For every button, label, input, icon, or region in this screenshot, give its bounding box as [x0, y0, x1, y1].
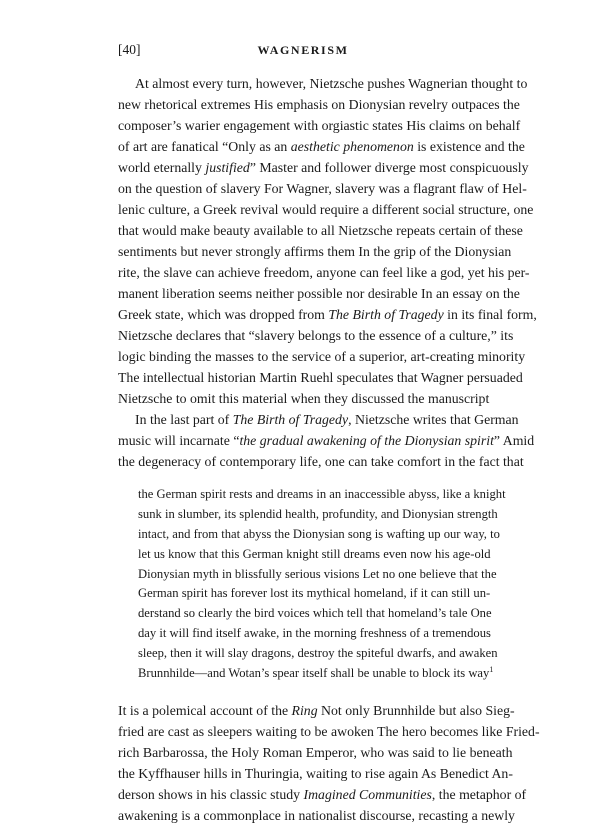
- text-line: the German spirit rests and dreams in an inaccessible abyss, like a knight: [138, 487, 506, 501]
- text-line: Nietzsche declares that “slavery belongs to the essence of a culture,” its: [118, 328, 514, 343]
- text-line: on the question of slavery For Wagner, slavery was a flagrant flaw of Hel-: [118, 181, 527, 196]
- text-line: music will incarnate “the gradual awakening of the Dionysian spirit” Amid: [118, 433, 535, 448]
- text-line: lenic culture, a Greek revival would require a different social structure, one: [118, 202, 534, 217]
- text-line: let us know that this German knight still dreams even now his age-old: [138, 546, 491, 561]
- text-line: intact, and from that abyss the Dionysian song is wafting up our way, to: [138, 526, 500, 541]
- text-line: that would make beauty available to all Nietzsche repeats certain of these: [118, 223, 523, 238]
- text-line: It is a polemical account of the Ring Not only Brunnhilde but also Sieg-: [118, 703, 515, 718]
- text-line: Nietzsche to omit this material when they discussed the manuscript: [118, 391, 490, 406]
- text-line: the degeneracy of contemporary life, one can take comfort in the fact that: [118, 454, 524, 469]
- text-line: In the last part of The Birth of Tragedy, Nietzsche writes that German: [135, 412, 519, 427]
- text-line: The intellectual historian Martin Ruehl speculates that Wagner persuaded: [118, 370, 523, 385]
- text-line: sleep, then it will slay dragons, destroy the spiteful dwarfs, and awaken: [138, 646, 498, 661]
- page-header: [118, 42, 488, 62]
- text-line: German spirit has forever lost its mythical homeland, if it can still un-: [138, 586, 491, 601]
- running-head: WAGNERISM: [257, 43, 349, 57]
- text-line: Greek state, which was dropped from The Birth of Tragedy in its final form,: [118, 307, 537, 322]
- text-line: awakening is a commonplace in nationalist discourse, recasting a newly: [118, 808, 515, 823]
- text-line: fried are cast as sleepers waiting to be awoken The hero becomes like Fried-: [118, 724, 540, 739]
- text-line: new rhetorical extremes His emphasis on Dionysian revelry outpaces the: [118, 97, 520, 112]
- text-line: Dionysian myth in blissfully serious visions Let no one believe that the: [138, 566, 497, 581]
- text-line: of art are fanatical “Only as an aesthetic phenomenon is existence and the: [118, 139, 525, 154]
- text-line: logic binding the masses to the service of a superior, art-creating minority: [118, 349, 526, 364]
- text-line: derstand so clearly the bird voices which tell that homeland’s tale One: [138, 606, 492, 621]
- text-line: At almost every turn, however, Nietzsche pushes Wagnerian thought to: [135, 76, 528, 91]
- page-number: [40]: [118, 42, 141, 57]
- text-line: Brunnhilde—and Wotan’s spear itself shall be unable to block its way$^1$: [138, 664, 494, 681]
- text-line: composer’s warier engagement with orgiastic states His claims on behalf: [118, 118, 521, 133]
- text-line: world eternally justified” Master and follower diverge most conspicuously: [118, 160, 529, 175]
- text-line: derson shows in his classic study Imagined Communities, the metaphor of: [118, 787, 527, 802]
- text-line: the Kyffhauser hills in Thuringia, waiting to rise again As Benedict An-: [118, 766, 513, 781]
- text-line: rich Barbarossa, the Holy Roman Emperor, who was said to lie beneath: [118, 745, 513, 760]
- body-text-lower: [118, 700, 540, 826]
- text-line: rite, the slave can achieve freedom, anyone can feel like a god, yet his per-: [118, 265, 530, 280]
- text-line: sunk in slumber, its splendid health, profundity, and Dionysian strength: [138, 506, 498, 521]
- text-line: manent liberation seems neither possible nor desirable In an essay on the: [118, 286, 520, 301]
- block-quote: [138, 485, 506, 684]
- body-text-upper: [118, 73, 537, 472]
- text-line: day it will find itself awake, in the morning freshness of a tremendous: [138, 626, 491, 641]
- text-line: sentiments but never strongly affirms them In the grip of the Dionysian: [118, 244, 512, 259]
